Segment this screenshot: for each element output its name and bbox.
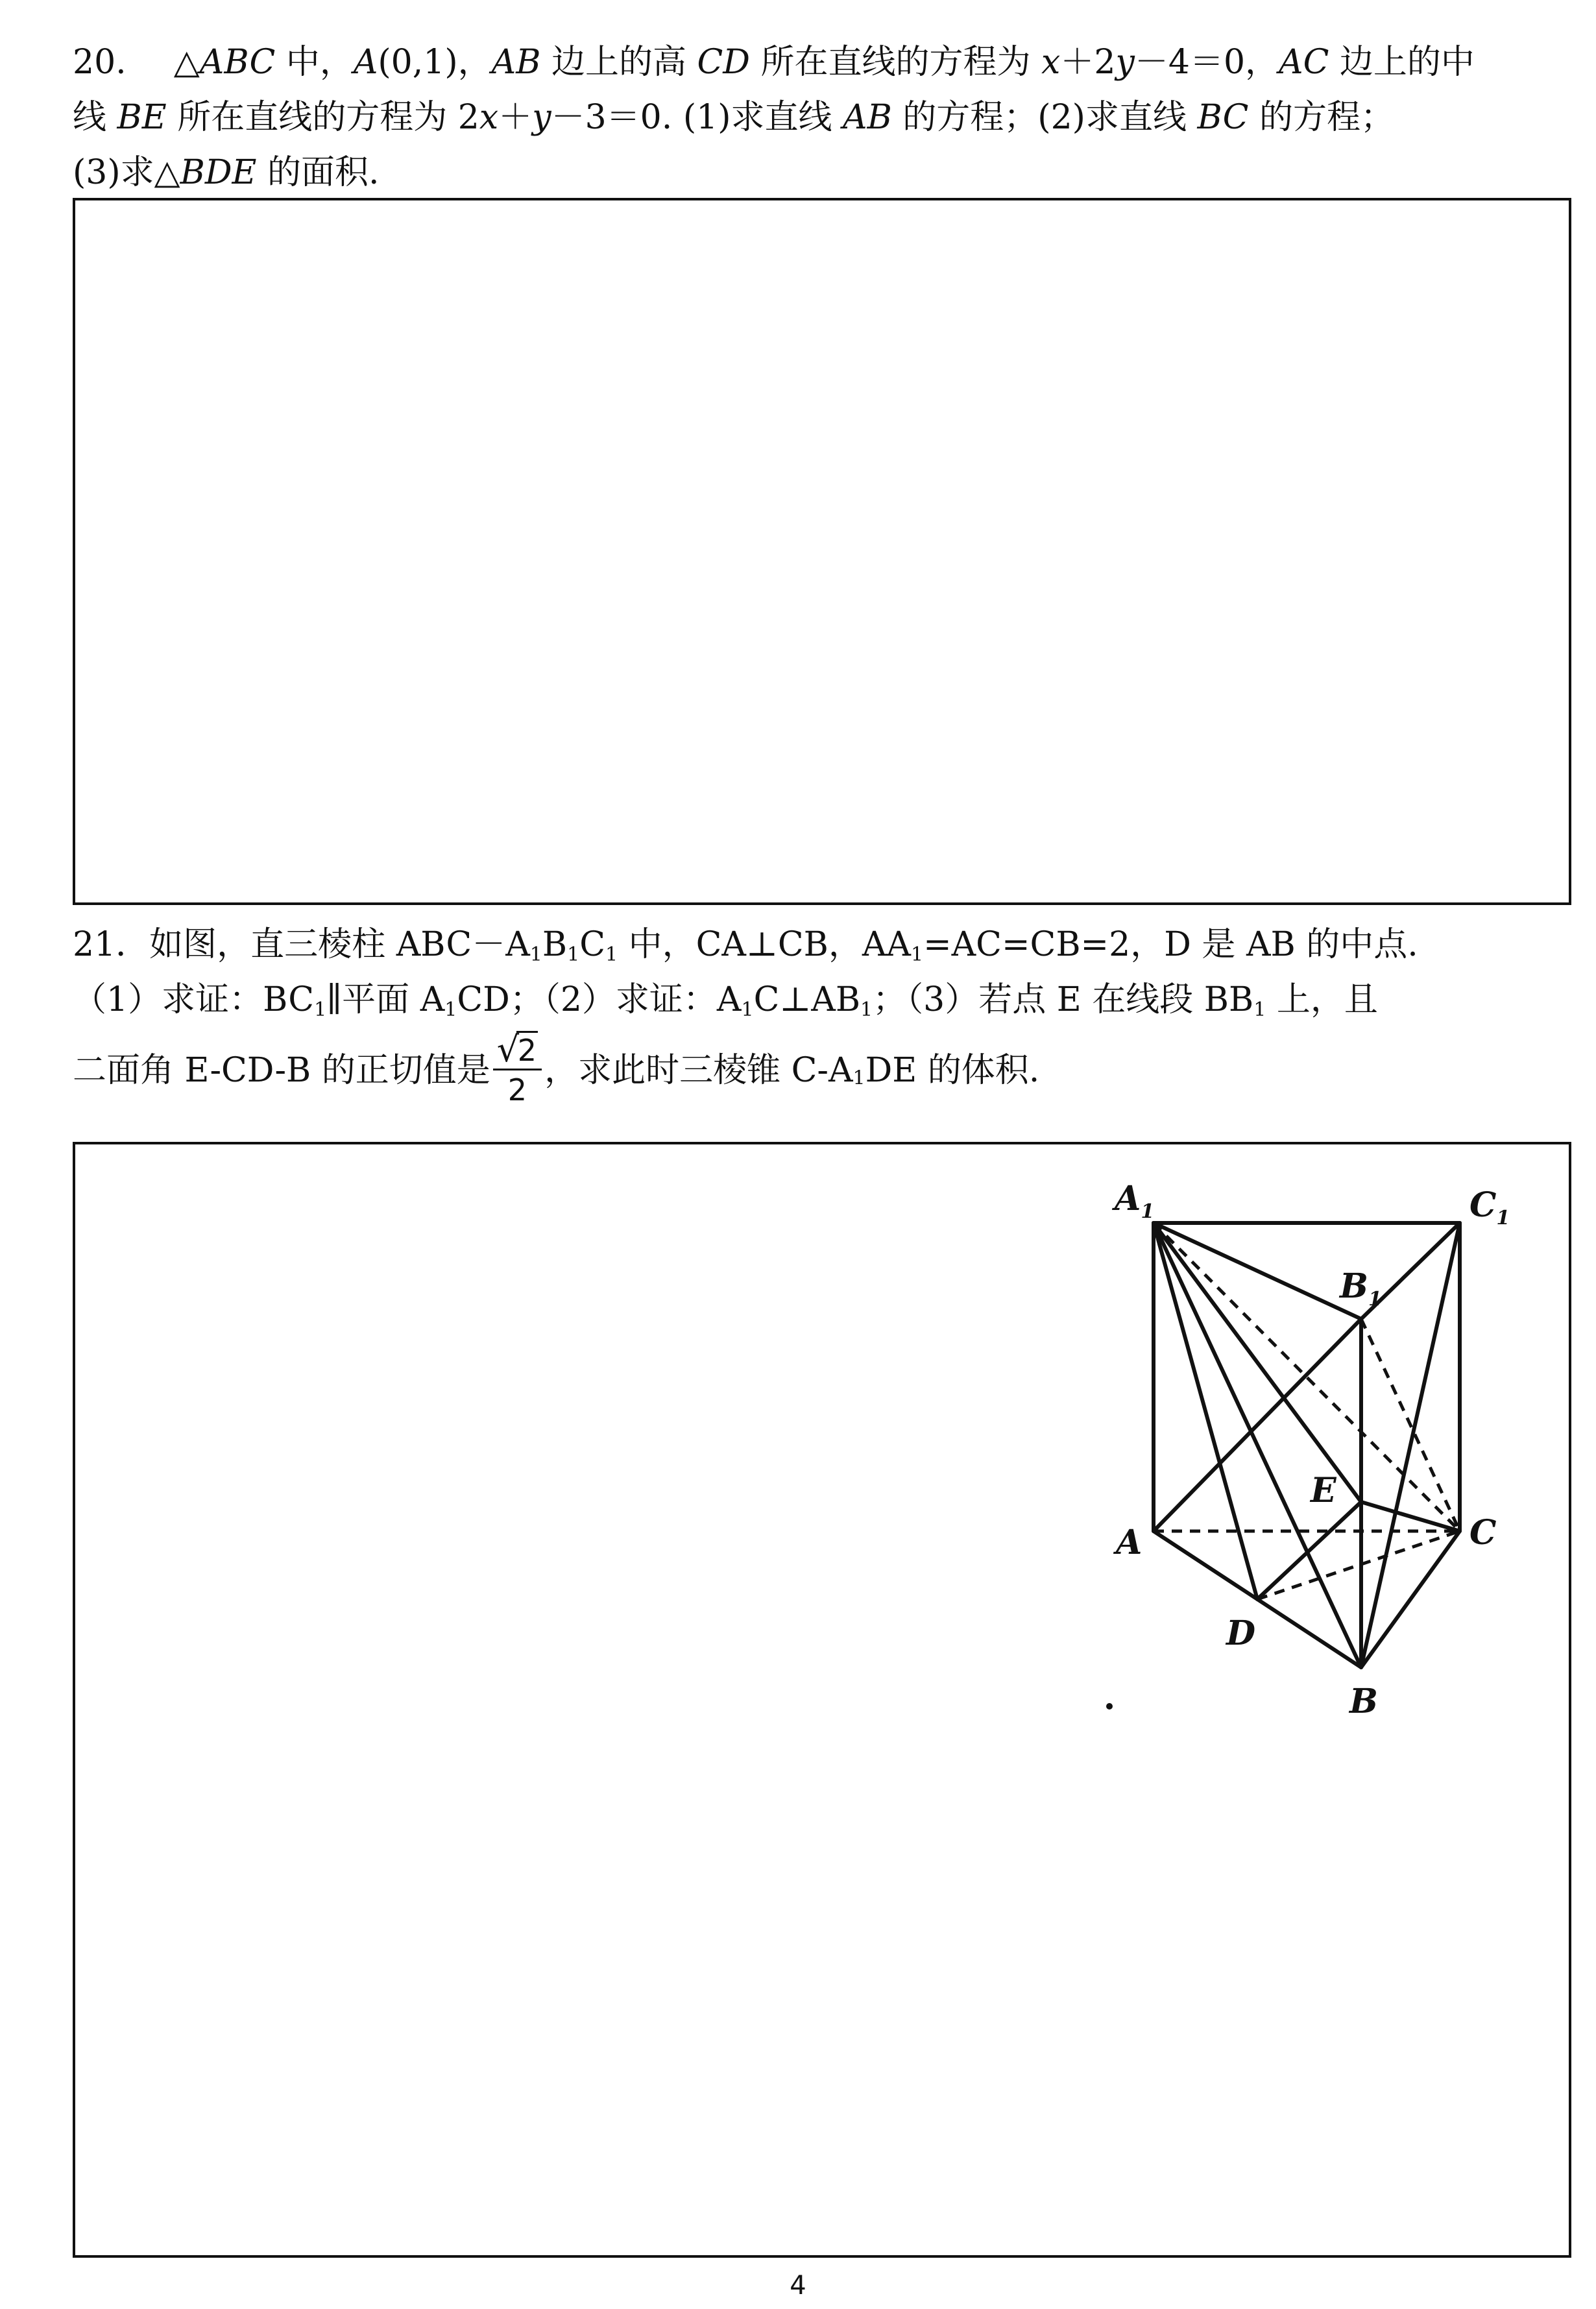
- sqrt-icon: √: [496, 1029, 520, 1070]
- label-c1: $C_1$: [1469, 1185, 1510, 1229]
- page-number: 4: [790, 2271, 806, 2301]
- label-d: D: [1226, 1614, 1256, 1653]
- sqrt2-over-2-fraction: √ 2 2: [493, 1035, 542, 1106]
- segment-e-c: [1361, 1502, 1460, 1531]
- q20-line-1: 20. △ABC 中，A(0,1)，AB 边上的高 CD 所在直线的方程为 x＋2y－4＝0，AC 边上的中: [73, 43, 1475, 82]
- q21-line-3: 二面角 E-CD-B 的正切值是 √ 2 2 ，求此时三棱锥 $C-A_1DE$ 的体积.: [73, 1029, 1040, 1108]
- segment-a1-e: [1154, 1223, 1361, 1502]
- hidden-c-b1: [1361, 1319, 1460, 1531]
- hidden-d-c: [1257, 1531, 1460, 1599]
- label-e: E: [1311, 1471, 1336, 1510]
- q20-line-3: (3)求△BDE 的面积.: [73, 153, 380, 192]
- label-a: A: [1116, 1523, 1143, 1562]
- label-a1: $A_1$: [1115, 1179, 1155, 1223]
- q20-number: 20.: [73, 43, 127, 82]
- q21-line-2: （1）求证：$BC_1\parallel$平面 $A_1CD$；（2）求证：$A_1C\perp AB_1$；（3）若点 E 在线段 $BB_1$ 上，且: [73, 980, 1378, 1021]
- q20-line-2: 线 BE 所在直线的方程为 2x＋y－3＝0. (1)求直线 AB 的方程；(2)求直线 BC 的方程；: [73, 98, 1394, 137]
- prism-figure: [1096, 1171, 1551, 1735]
- edge-a1-b1: [1154, 1223, 1361, 1319]
- label-b1: $B_1$: [1340, 1266, 1382, 1311]
- q21-line-1: 21．如图，直三棱柱 $ABC-A_1B_1C_1$ 中，CA⊥CB，$AA_1=AC=CB=2$，D 是 AB 的中点.: [73, 925, 1418, 966]
- q20-answer-box[interactable]: [73, 198, 1571, 905]
- segment-d-e: [1257, 1502, 1361, 1599]
- label-c: C: [1469, 1513, 1497, 1553]
- stray-dot: [1106, 1703, 1113, 1710]
- label-b: B: [1349, 1682, 1378, 1721]
